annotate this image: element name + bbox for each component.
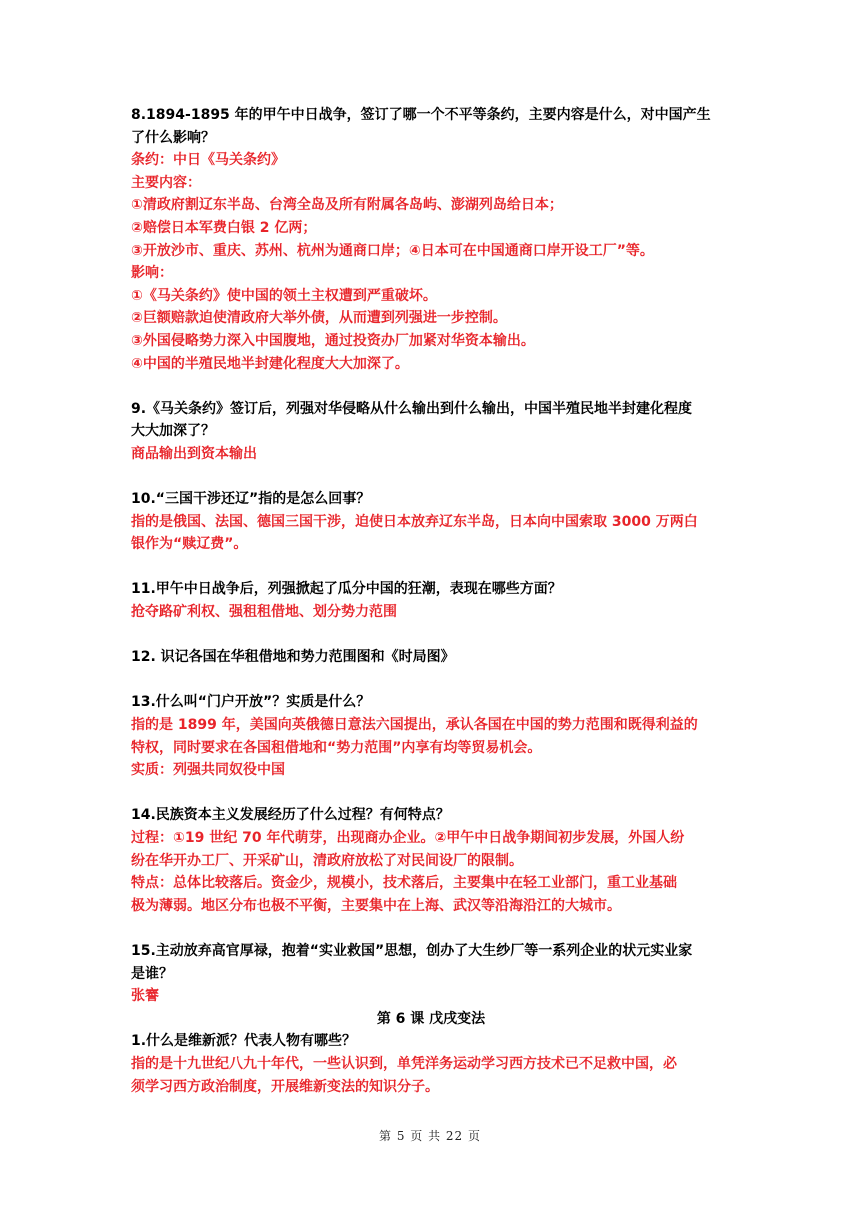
- question-10-line-1: 10.“三国干涉还辽”指的是怎么回事？: [131, 491, 371, 508]
- question-14-line-1: 14.民族资本主义发展经历了什么过程？有何特点？: [131, 807, 450, 824]
- answer-13-line-2: 特权，同时要求在各国租借地和“势力范围”内享有均等贸易机会。: [131, 739, 542, 756]
- answer-8-impact-item-4: ④中国的半殖民地半封建化程度大大加深了。: [131, 355, 409, 372]
- question-12-block: [131, 646, 731, 669]
- question-15-block: [131, 940, 731, 1008]
- answer-14-line-4: 极为薄弱。地区分布也极不平衡，主要集中在上海、武汉等沿海沿江的大城市。: [131, 897, 621, 914]
- answer-10-line-1: 指的是俄国、法国、德国三国干涉，迫使日本放弃辽东半岛，日本向中国索取 3000 万两白: [131, 513, 698, 530]
- answer-9-line-1: 商品输出到资本输出: [131, 445, 257, 462]
- answer-11-line-1: 抢夺路矿利权、强租租借地、划分势力范围: [131, 604, 397, 621]
- question-11-line-1: 11.甲午中日战争后，列强掀起了瓜分中国的狂潮，表现在哪些方面？: [131, 581, 562, 598]
- answer-13-line-1: 指的是 1899 年，美国向英俄德日意法六国提出，承认各国在中国的势力范围和既得利益的: [131, 717, 698, 734]
- answer-8-content-item-1: ①清政府割辽东半岛、台湾全岛及所有附属各岛屿、澎湖列岛给日本；: [131, 197, 563, 214]
- answer-10-line-2: 银作为“赎辽费”。: [131, 536, 248, 553]
- question-8-line-1: 8.1894-1895 年的甲午中日战争，签订了哪一个不平等条约，主要内容是什么，对中国产生: [131, 107, 711, 123]
- lesson-6-block: [131, 1008, 731, 1098]
- answer-8-impact-item-3: ③外国侵略势力深入中国腹地，通过投资办厂加紧对华资本输出。: [131, 332, 535, 349]
- question-15-line-2: 是谁？: [131, 965, 173, 982]
- answer-14-line-1: 过程：①19 世纪 70 年代萌芽，出现商办企业。②甲午中日战争期间初步发展，外国人纷: [131, 830, 685, 846]
- answer-8-content-item-3: ③开放沙市、重庆、苏州、杭州为通商口岸；④日本可在中国通商口岸开设工厂”等。: [131, 242, 654, 259]
- question-13-line-1: 13.什么叫“门户开放”？实质是什么？: [131, 694, 371, 711]
- page-body: [131, 104, 731, 1098]
- lesson-6-title: 第 6 课 戊戌变法: [376, 1010, 486, 1027]
- answer-13-line-3: 实质：列强共同奴役中国: [131, 762, 285, 779]
- question-8-line-2: 了什么影响？: [131, 129, 215, 146]
- page-footer: 第 5 页 共 22 页: [379, 1129, 481, 1143]
- question-13-block: [131, 691, 731, 781]
- question-12-line-1: 12. 识记各国在华租借地和势力范围图和《时局图》: [131, 649, 455, 666]
- answer-8-treaty: 条约：中日《马关条约》: [131, 152, 285, 169]
- lesson-6-answer-line-1: 指的是十九世纪八九十年代，一些认识到，单凭洋务运动学习西方技术已不足救中国，必: [131, 1055, 677, 1072]
- question-8-block: [131, 104, 731, 375]
- answer-8-impact-item-1: ①《马关条约》使中国的领土主权遭到严重破坏。: [131, 287, 437, 304]
- question-15-line-1: 15.主动放弃高官厚禄，抱着“实业救国”思想，创办了大生纱厂等一系列企业的状元实业家: [131, 942, 693, 959]
- answer-8-impact-item-2: ②巨额赔款迫使清政府大举外债，从而遭到列强进一步控制。: [131, 310, 507, 327]
- question-14-block: [131, 804, 731, 917]
- lesson-6-question-1: 1.什么是维新派？代表人物有哪些？: [131, 1033, 357, 1050]
- answer-8-content-label: 主要内容：: [131, 174, 201, 191]
- lesson-6-answer-line-2: 须学习西方政治制度，开展维新变法的知识分子。: [131, 1078, 439, 1095]
- question-9-block: [131, 398, 731, 466]
- question-9-line-1: 9.《马关条约》签订后，列强对华侵略从什么输出到什么输出，中国半殖民地半封建化程度: [131, 400, 693, 417]
- question-10-block: [131, 488, 731, 556]
- answer-8-impact-label: 影响：: [131, 265, 173, 282]
- answer-14-line-3: 特点：总体比较落后。资金少，规模小，技术落后，主要集中在轻工业部门，重工业基础: [131, 875, 677, 892]
- question-11-block: [131, 578, 731, 623]
- answer-15-line-1: 张謇: [131, 988, 159, 1005]
- question-9-line-2: 大大加深了？: [131, 423, 215, 440]
- answer-14-line-2: 纷在华开办工厂、开采矿山，清政府放松了对民间设厂的限制。: [131, 852, 523, 869]
- answer-8-content-item-2: ②赔偿日本军费白银 2 亿两；: [131, 219, 317, 236]
